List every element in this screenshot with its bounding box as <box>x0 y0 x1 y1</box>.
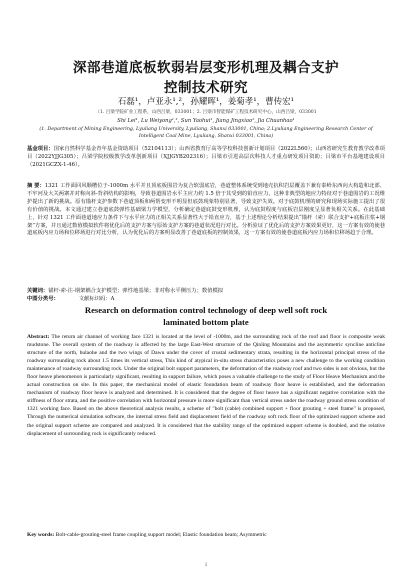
classification-line <box>27 296 385 304</box>
abstract-en-text: The return air channel of working face 1321 is located at the level of -1000m, and the surrounding rock of the roof and floor is composite weak mudstone. The overall system of the roadway is affected by the large East-West structure of the Qinling Mountains and the asymmetric syncline anticline structure of the north, bulaohe and the two wings of Dawu under the cover of crustal sedimentary strata, resulting in the horizontal principal stress of the roadway surrounding rock about 1.5 times its vertical stress, This kind of atypical in-situ stress characteristics poses a new challenge to the working condition maintenance of roadway surrounding rock. Under the original bolt support parameters, the deformation of the roadway roof and two sides is not obvious, but the floor heave phenomenon is particularly significant, resulting in support failure, which poses a valuable challenge to the study of Floor Heave Mechanism and the actual construction on site. In this paper, the mechanical model of elastic foundation beam of roadway floor heave is established, and the deformation mechanism of roadway floor heave is analyzed and determined. It is considered that the degree of floor heave has a significant negative correlation with the stiffness of floor strata, and the positive correlation with horizontal pressure is more significant than vertical stress under the roadway ground stress condition of 1321 working face. Based on the above theoretical analysis results, a scheme of "bolt (cable) combined support + floor grouting + steel frame" is proposed, Through the numerical simulation software, the internal stress field and displacement field of the roadway soft rock floor of the optimized support scheme and the original support scheme are compared and analyzed. It is considered that the stability range of the optimized support scheme is doubled, and the relative displacement of surrounding rock is significantly reduced. <box>27 334 385 437</box>
title-cn-line1: 深部巷道底板软弱岩层变形机理及耦合支护 <box>73 60 339 76</box>
keywords-en-paragraph <box>27 531 385 539</box>
title-cn-line2: 控制技术研究 <box>164 80 248 96</box>
clc-label: 中图分类号： <box>27 296 59 302</box>
page-number: 1 <box>204 563 208 568</box>
funding-text: 国家自然科学基金青年基金资助项目（52104113）；山西省教育厅高等学校科技创新计划项目（2022L560）；山西省研究生教育教学改革项目（2022YJJG305）；吕梁学院校级教学改革创新项目（XJJGYB202316）；吕梁市引进高层次科技人才重点研发项目资助；吕梁市平台基地建设项目（2021GCZX-1-46）。 <box>27 146 385 168</box>
keywords-en-label: Key words: <box>27 532 55 538</box>
abstract-cn-paragraph <box>27 183 385 238</box>
keywords-cn-label: 关键词： <box>27 288 49 294</box>
doc-id-label: 文献标识码： <box>78 296 111 302</box>
doc-id-value: A <box>110 296 115 302</box>
funding-label: 基金项目： <box>27 146 54 152</box>
keywords-cn-paragraph <box>27 288 385 296</box>
funding-paragraph <box>27 146 385 170</box>
abstract-cn-label: 摘 要： <box>27 183 45 189</box>
authors-cn: 石磊¹，卢亚永¹,²，孙耀晖¹，姜菊孝¹，曹传宏¹ <box>117 97 295 107</box>
abstract-en-paragraph <box>27 333 385 438</box>
keywords-en-text: Bolt-cable-grouting-steel frame coupling support model; Elastic foundation beam; Asymmetric <box>55 532 267 538</box>
title-en-line2: laminated bottom plate <box>163 317 249 327</box>
keywords-cn-text: 锚杆-索-注-钢架耦合支护模型；弹性地基梁；非对称水平侧压力；数值模拟 <box>48 288 224 294</box>
authors-en: Shi Lei¹, Lu Weiyong¹,², Sun Yaohui¹, Jiang Jingxiao¹, Jia Chuanhao¹ <box>117 118 295 124</box>
affiliation-cn: （1. 吕梁学院矿业工程系，山西吕梁，033001；2. 吕梁市智能煤矿工程技术研究中心，山西吕梁，033001 <box>95 110 317 115</box>
affiliation-en: (1. Department of Mining Engineering, Lyuliang University, Lyuliang, Shanxi 033001, China; 2.Lyuliang Engineering Research Center of Intelligent Coal Mine, Lyuliang, Shanxi 033001, China) <box>39 127 373 140</box>
abstract-en-label: Abstract: <box>27 334 50 340</box>
abstract-cn-text: 1321 工作面回风顺槽位于-1000m 水平并且顶底板围岩为复合软弱底岩，巷道整体系统受到地壳抗积岩层覆盖下兼有泰岭东西向大构造和北部、不牢河及大关两寨并对称向斜-背斜结构的影响，导致巷道围岩水平主应力约 1.5 倍于其受到的铅直应力，这种非典型的地应力特征对于巷道围岩的工况维护提出了新的挑战。原有锚杆支护参数下巷道顶板和两帮变形不明显但底鼓现象特别显著，导致支护失效。对于底鼓机理的研究和现场实际施工提出了很有价值的挑战。本文通过建立巷道底鼓弹性基础梁力学模型，分析确定巷道底鼓变形机理，认为底鼓程度与底板岩层刚度呈显著负相关关系。在此基础上，针对 1321 工作面巷道地应力条件下与水平应力的正相关关系显著性大于铅直应力，基于上述理论分析结果提出“锚杆（索）联合支护+底板注浆+钢架”方案，并且通过数值模拟软件将优化后的支护方案与原始支护方案的巷道状况进行对比。分析验证了优化后的支护方案效果更好，这一方案有效的使巷道底板内应力场和位移场进行对比分析，认为优化后的方案明显改善了巷道底板的控制效果，这一方案有效的使巷道底板内应力场和位移场趋于合理。 <box>27 183 385 237</box>
title-en-line1: Research on deformation control technology of deep well soft rock <box>84 305 328 315</box>
